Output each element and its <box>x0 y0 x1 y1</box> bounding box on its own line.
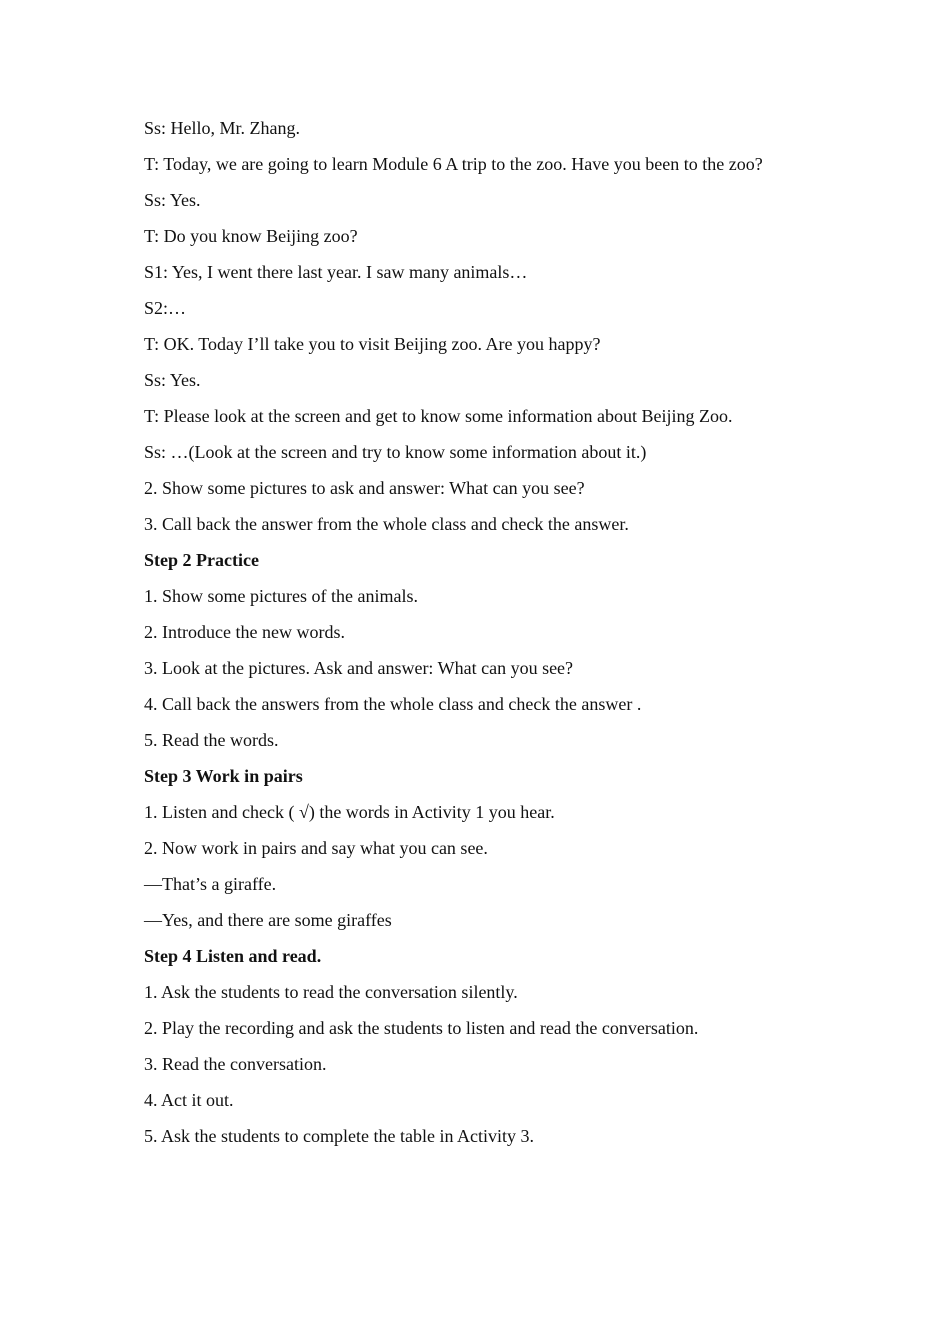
step-heading: Step 4 Listen and read. <box>144 946 322 966</box>
dialogue-line: Ss: Yes. <box>144 190 201 210</box>
dialogue-line: Ss: Hello, Mr. Zhang. <box>144 118 300 138</box>
dialogue-line: Ss: …(Look at the screen and try to know some information about it.) <box>144 442 647 462</box>
dialogue-line: Ss: Yes. <box>144 370 201 390</box>
step-item: 4. Act it out. <box>144 1090 234 1110</box>
step-item: 3. Look at the pictures. Ask and answer: What can you see? <box>144 658 574 678</box>
dialogue-line: S2:… <box>144 298 187 318</box>
step-heading: Step 3 Work in pairs <box>144 766 303 786</box>
step-item: 1. Listen and check ( √) the words in Activity 1 you hear. <box>144 802 555 822</box>
step-item: 3. Read the conversation. <box>144 1054 327 1074</box>
step-item: 2. Now work in pairs and say what you can see. <box>144 838 488 858</box>
step-item: 5. Ask the students to complete the table in Activity 3. <box>144 1126 534 1146</box>
dialogue-line: T: Do you know Beijing zoo? <box>144 226 358 246</box>
dialogue-line: —Yes, and there are some giraffes <box>144 910 392 930</box>
dialogue-line: T: OK. Today I’ll take you to visit Beijing zoo. Are you happy? <box>144 334 601 354</box>
dialogue-line: T: Today, we are going to learn Module 6 A trip to the zoo. Have you been to the zoo? <box>144 154 763 174</box>
step-item: 2. Play the recording and ask the students to listen and read the conversation. <box>144 1018 699 1038</box>
dialogue-line: —That’s a giraffe. <box>144 874 277 894</box>
step-item: 1. Ask the students to read the conversation silently. <box>144 982 518 1002</box>
dialogue-line: T: Please look at the screen and get to know some information about Beijing Zoo. <box>144 406 733 426</box>
dialogue-line: S1: Yes, I went there last year. I saw many animals… <box>144 262 528 282</box>
step-item: 2. Show some pictures to ask and answer: What can you see? <box>144 478 585 498</box>
step-item: 5. Read the words. <box>144 730 279 750</box>
lesson-text <box>144 110 844 1154</box>
step-item: 3. Call back the answer from the whole class and check the answer. <box>144 514 629 534</box>
step-item: 4. Call back the answers from the whole class and check the answer . <box>144 694 642 714</box>
step-heading: Step 2 Practice <box>144 550 259 570</box>
step-item: 2. Introduce the new words. <box>144 622 345 642</box>
step-item: 1. Show some pictures of the animals. <box>144 586 418 606</box>
